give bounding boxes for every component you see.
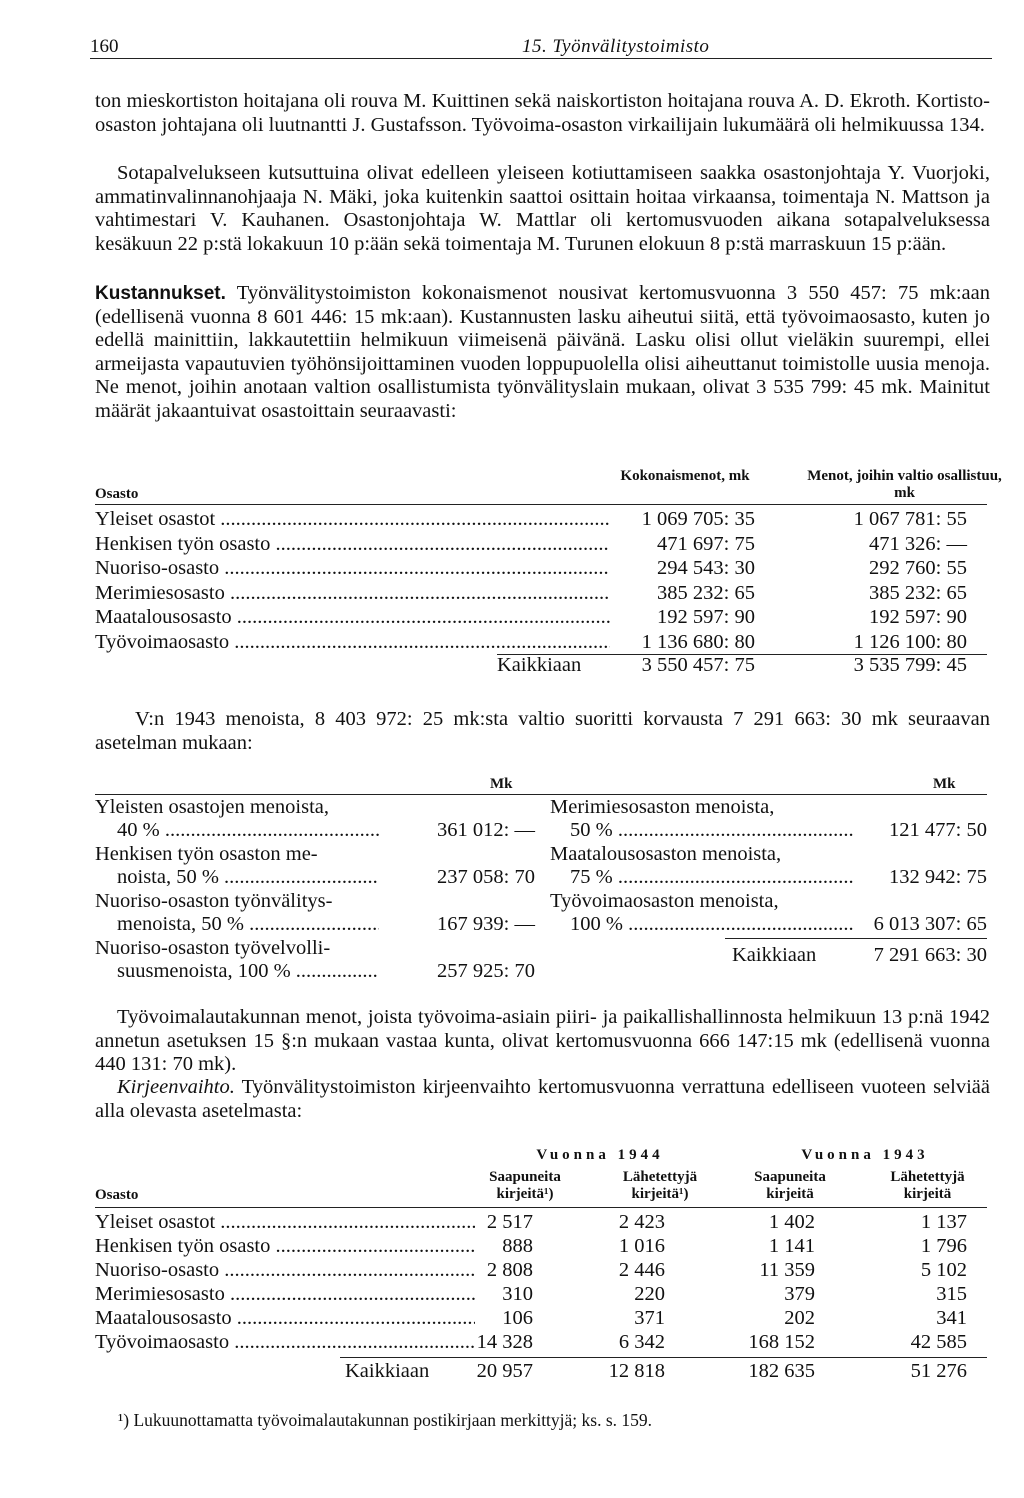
table-row <box>95 1211 987 1235</box>
row-total: 1 069 705: 35 <box>641 508 755 530</box>
running-title: 15. Työnvälitystoimisto <box>522 36 710 57</box>
item-line1: Merimiesosaston menoista, <box>550 796 775 818</box>
row-value: 2 423 <box>618 1211 665 1233</box>
year-1944: Vuonna 1944 <box>536 1147 664 1163</box>
row-value: 14 328 <box>476 1331 533 1353</box>
item-line2: 100 % ..... <box>570 913 855 936</box>
row-label: Merimiesosasto ..... <box>95 582 610 605</box>
item-value: 167 939: — <box>437 913 535 935</box>
row-state: 292 760: 55 <box>869 557 967 579</box>
item-line2: 75 % ..... <box>570 866 855 889</box>
row-total: 385 232: 65 <box>657 581 755 604</box>
row-label: Yleiset osastot ..... <box>95 508 610 531</box>
total-c4: 51 276 <box>910 1360 967 1382</box>
table-row <box>95 557 987 581</box>
item-value: 132 942: 75 <box>889 866 987 888</box>
col-header-state: Menot, joihin valtio osallistuu, mk <box>807 468 1002 501</box>
total-c1: 20 957 <box>476 1360 533 1382</box>
col-header-osasto: Osasto <box>95 486 139 502</box>
total-b: 3 535 799: 45 <box>853 654 967 676</box>
row-value: 341 <box>936 1307 967 1329</box>
correspondence-heading: Kirjeenvaihto. <box>117 1076 235 1098</box>
correspondence-table <box>95 1145 995 1395</box>
table-row <box>95 508 987 532</box>
row-label: Maatalousosasto ..... <box>95 606 610 629</box>
row-value: 11 359 <box>759 1259 815 1281</box>
table-row <box>95 582 987 606</box>
row-value: 106 <box>502 1307 533 1329</box>
row-value: 220 <box>634 1283 665 1305</box>
table-row <box>95 1235 987 1259</box>
row-total: 471 697: 75 <box>657 532 755 555</box>
paragraph-costs <box>95 282 990 424</box>
total-label: Kaikkiaan <box>497 654 582 676</box>
item-line1: Nuoriso-osaston työnvälitys- <box>95 890 333 912</box>
compensation-table <box>95 772 995 987</box>
row-value: 2 517 <box>486 1211 533 1233</box>
costs-text: Työnvälitystoimiston kokonaismenot nousivat kertomusvuonna 3 550 457: 75 mk:aan (edellisenä vuonna 8 601 446: 15 mk:aan). Kustannusten lasku aiheutui siitä, että työvoimaosasto, kuten jo edellä mainittiin, lakkautettiin helmikuun viimeisenä päivänä. Lasku olisi ollut vieläkin suurempi, ellei armeijasta vapautuvien työhönsijoittaminen vuoden loppupuolella olisi aiheuttanut toimistolle uusia menoja. Ne menot, joihin anotaan valtion osallistumista työnvälityslain mukaan, olivat 3 535 799: 45 mk. Mainitut määrät jakaantuivat osastoittain seuraavasti: <box>95 282 990 422</box>
row-value: 1 796 <box>920 1235 967 1257</box>
header-rule-3 <box>95 1207 987 1208</box>
row-label: Maatalousosasto ..... <box>95 1307 475 1330</box>
item-value: 257 925: 70 <box>437 960 535 982</box>
paragraph-1943-compensation: V:n 1943 menoista, 8 403 972: 25 mk:sta valtio suoritti korvausta 7 291 663: 30 mk seuraavan asetelman mukaan: <box>95 708 990 754</box>
correspondence-text: Työnvälitystoimiston kirjeenvaihto kertomusvuonna verrattuna edelliseen vuoteen selviää alla olevasta asetelmasta: <box>95 1076 990 1122</box>
total-row <box>95 654 987 678</box>
item-line2: 40 % ..... <box>117 819 379 842</box>
item-line2: 50 % ..... <box>570 819 855 842</box>
costs-heading: Kustannukset. <box>95 283 226 304</box>
row-state: 1 126 100: 80 <box>853 630 967 653</box>
row-total: 294 543: 30 <box>657 557 755 579</box>
row-value: 379 <box>784 1283 815 1305</box>
row-state: 385 232: 65 <box>869 581 967 604</box>
row-label: Nuoriso-osasto ..... <box>95 557 610 580</box>
col-c1: Saapuneita kirjeitä¹) <box>489 1169 561 1202</box>
row-label: Henkisen työn osasto ..... <box>95 533 610 556</box>
total-a: 3 550 457: 75 <box>641 654 755 676</box>
header-rule <box>95 504 987 505</box>
item-line1: Työvoimaosaston menoista, <box>550 890 779 912</box>
item-line1: Nuoriso-osaston työvelvolli- <box>95 937 331 959</box>
expenses-table <box>95 464 1002 686</box>
item-line2: suusmenoista, 100 % ..... <box>117 960 379 983</box>
row-value: 1 402 <box>768 1211 815 1233</box>
total-label-3: Kaikkiaan <box>345 1360 430 1382</box>
row-value: 888 <box>502 1235 533 1257</box>
row-value: 1 137 <box>920 1211 967 1233</box>
row-label: Nuoriso-osasto ..... <box>95 1259 475 1282</box>
paragraph-labour-board: Työvoimalautakunnan menot, joista työvoima-asiain piiri- ja paikallishallinnosta helmikuun 13 p:nä 1942 annetun asetuksen 15 §:n mukaan vastaa kunta, olivat kertomusvuonna 666 147:15 mk (edellisenä vuonna 440 131: 70 mk). <box>95 1006 990 1076</box>
row-total: 1 136 680: 80 <box>641 630 755 653</box>
total-label-2: Kaikkiaan <box>732 944 817 966</box>
unit-right: Mk <box>933 776 956 792</box>
row-value: 2 446 <box>618 1259 665 1281</box>
row-value: 2 808 <box>486 1259 533 1281</box>
col-c4: Lähetettyjä kirjeitä <box>890 1169 965 1202</box>
col-header-total: Kokonaismenot, mk <box>620 468 750 484</box>
table-row <box>95 631 987 655</box>
year-1943: Vuonna 1943 <box>801 1147 929 1163</box>
row-value: 371 <box>634 1307 665 1329</box>
col-header-osasto-3: Osasto <box>95 1187 139 1203</box>
item-line1: Yleisten osastojen menoista, <box>95 796 329 818</box>
row-label: Yleiset osastot ..... <box>95 1211 475 1234</box>
item-value: 6 013 307: 65 <box>873 913 987 935</box>
total-c3: 182 635 <box>748 1360 815 1382</box>
row-value: 310 <box>502 1283 533 1305</box>
paragraph-correspondence <box>95 1076 990 1123</box>
table-row <box>95 1307 987 1331</box>
total-row-3 <box>95 1360 987 1384</box>
row-value: 6 342 <box>618 1331 665 1353</box>
row-label: Henkisen työn osasto ..... <box>95 1235 475 1258</box>
row-total: 192 597: 90 <box>657 606 755 628</box>
item-value: 237 058: 70 <box>437 866 535 888</box>
table-row <box>95 1283 987 1307</box>
page-header <box>90 34 992 59</box>
total-rule-3 <box>340 1357 987 1358</box>
page-number: 160 <box>90 36 119 57</box>
footnote: ¹) Lukuunottamatta työvoimalautakunnan postikirjaan merkittyjä; ks. s. 159. <box>118 1410 653 1430</box>
total-value-2: 7 291 663: 30 <box>873 944 987 966</box>
item-line2: noista, 50 % ..... <box>117 866 379 889</box>
row-value: 1 016 <box>618 1235 665 1257</box>
row-state: 471 326: — <box>869 532 967 555</box>
item-line1: Maatalousosaston menoista, <box>550 843 782 865</box>
header-rule-2 <box>95 794 987 795</box>
row-label: Työvoimaosasto ..... <box>95 631 610 654</box>
row-label: Merimiesosasto ..... <box>95 1283 475 1306</box>
unit-left: Mk <box>490 776 513 792</box>
row-value: 42 585 <box>910 1331 967 1353</box>
row-state: 192 597: 90 <box>869 606 967 628</box>
item-line1: Henkisen työn osaston me- <box>95 843 318 865</box>
col-c2: Lähetettyjä kirjeitä¹) <box>622 1169 698 1202</box>
paragraph-military-service: Sotapalvelukseen kutsuttuina olivat edelleen yleiseen kotiuttamiseen saakka osastonjohtaja Y. Vuorjoki, ammatinvalinnanohjaaja N. Mäki, joka kuitenkin saattoi osittain hoitaa virkaansa, toimentaja N. Mattson ja vahtimestari V. Kauhanen. Osastonjohtaja W. Mattlar oli kertomusvuoden aikana sotapalveluksessa kesäkuun 22 p:stä lokakuun 10 p:ään sekä toimentaja M. Turunen elokuun 8 p:stä marraskuun 15 p:ään. <box>95 162 990 255</box>
row-value: 5 102 <box>920 1259 967 1281</box>
paragraph-staff: ton mieskortiston hoitajana oli rouva M. Kuittinen sekä naiskortiston hoitajana rouva A. D. Ekroth. Kortisto-osaston johtajana oli luutnantti J. Gustafsson. Työvoima-osaston virkailijain lukumäärä oli helmikuussa 134. <box>95 90 990 136</box>
total-c2: 12 818 <box>608 1360 665 1382</box>
row-value: 168 152 <box>748 1331 815 1353</box>
row-state: 1 067 781: 55 <box>853 508 967 530</box>
table-row <box>95 1331 987 1355</box>
row-value: 1 141 <box>768 1235 815 1257</box>
total-rule-2 <box>725 938 987 939</box>
row-label: Työvoimaosasto ..... <box>95 1331 475 1354</box>
item-value: 361 012: — <box>437 819 535 841</box>
row-value: 202 <box>784 1307 815 1329</box>
item-line2: menoista, 50 % ..... <box>117 913 379 936</box>
item-value: 121 477: 50 <box>889 819 987 841</box>
row-value: 315 <box>936 1283 967 1305</box>
table-row <box>95 533 987 557</box>
table-row <box>95 606 987 630</box>
col-c3: Saapuneita kirjeitä <box>754 1169 826 1202</box>
table-row <box>95 1259 987 1283</box>
